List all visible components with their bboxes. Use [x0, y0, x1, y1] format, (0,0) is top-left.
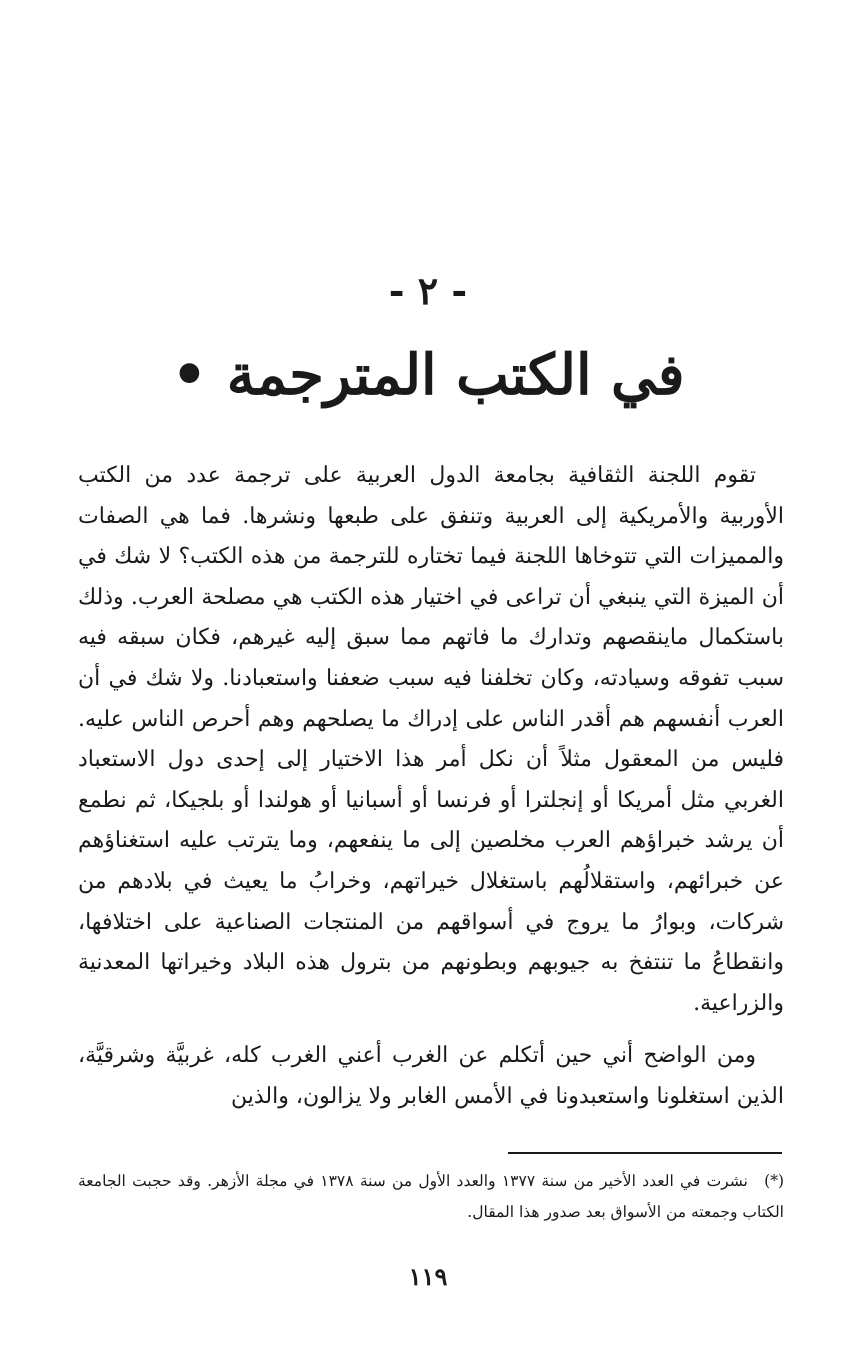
footnote [78, 1166, 784, 1228]
body-text [78, 456, 784, 1118]
paragraph: تقوم اللجنة الثقافية بجامعة الدول العربية على ترجمة عدد من الكتب الأوربية والأمريكية إلى العربية وتنفق على طبعها ونشرها. فما هي الصفات والمميزات التي تتوخاها اللجنة فيما تختاره للترجمة من هذه الكتب؟ لا شك في أن الميزة التي ينبغي أن تراعى في اختيار هذه الكتب هي مصلحة العرب. وذلك باستكمال ماينقصهم وتدارك ما فاتهم مما سبق إليه غيرهم، فكان سبقه فيه سبب تفوقه وسيادته، وكان تخلفنا فيه سبب ضعفنا واستعبادنا. ولا شك في أن العرب أنفسهم هم أقدر الناس على إدراك ما يصلحهم وهم أحرص الناس عليه. فليس من المعقول مثلاً أن نكل أمر هذا الاختيار إلى إحدى دول الاستعباد الغربي مثل أمريكا أو إنجلترا أو فرنسا أو أسبانيا أو هولندا أو بلجيكا، ثم نطمع أن يرشد خبراؤهم العرب مخلصين إلى ما ينفعهم، وما يترتب عليه استغناؤهم عن خبرائهم، واستقلالُهم باستغلال خيراتهم، وخرابُ ما يعيث في بلادهم من شركات، وبوارُ ما يروج في أسواقهم من المنتجات الصناعية على اختلافها، وانقطاعُ ما تنتفخ به جيوبهم وبطونهم من بترول هذه البلاد وخيراتها المعدنية والزراعية. [78, 463, 784, 1016]
chapter-number: - ٢ - [388, 268, 468, 313]
footnote-divider [508, 1152, 782, 1154]
footnote-marker: (*) [764, 1172, 784, 1190]
chapter-title: في الكتب المترجمة • [171, 342, 685, 408]
page-number: ١١٩ [408, 1262, 448, 1291]
footnote-text: نشرت في العدد الأخير من سنة ١٣٧٧ والعدد الأول من سنة ١٣٧٨ في مجلة الأزهر. وقد حجبت الجامعة الكتاب وجمعته من الأسواق بعد صدور هذا المقال. [78, 1172, 784, 1221]
paragraph: ومن الواضح أني حين أتكلم عن الغرب أعني الغرب كله، غربيَّة وشرقيَّة، الذين استغلونا واستعبدونا في الأمس الغابر ولا يزالون، والذين [78, 1043, 784, 1109]
